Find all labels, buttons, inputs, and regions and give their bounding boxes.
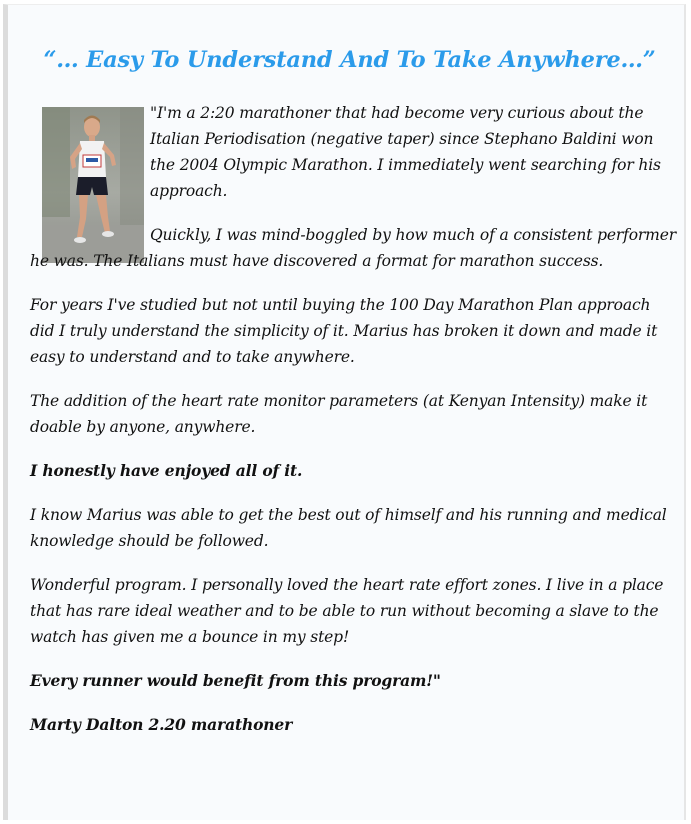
testimonial-paragraph-4: The addition of the heart rate monitor parameters (at Kenyan Intensity) make it doable by anyone, anywhere. [30, 392, 648, 436]
testimonial-signature: Marty Dalton 2.20 marathoner [30, 715, 293, 734]
testimonial-paragraph-7: Wonderful program. I personally loved the heart rate effort zones. I live in a place that has rare ideal weather and to be able to run without becoming a slave to the watch has given me a bounce in my step! [30, 576, 664, 646]
testimonial-paragraph-6: I know Marius was able to get the best out of himself and his running and medical knowledge should be followed. [30, 506, 667, 550]
testimonial-highlight-2: Every runner would benefit from this program!" [30, 671, 441, 690]
testimonial-paragraph-3: For years I've studied but not until buying the 100 Day Marathon Plan approach did I truly understand the simplicity of it. Marius has broken it down and made it easy to understand and to take anywhere. [30, 296, 658, 366]
testimonial-headline: “… Easy To Understand And To Take Anywhere…” [43, 47, 656, 73]
testimonial-panel [3, 4, 686, 820]
testimonial-paragraph-1: "I'm a 2:20 marathoner that had become very curious about the Italian Periodisation (negative taper) since Stephano Baldini won the 2004 Olympic Marathon. I immediately went searching for his approach. [150, 104, 661, 200]
testimonial-body [30, 100, 678, 756]
testimonial-highlight-1: I honestly have enjoyed all of it. [30, 461, 303, 480]
testimonial-paragraph-2: Quickly, I was mind-boggled by how much of a consistent performer he was. The Italians must have discovered a format for marathon success. [30, 226, 677, 270]
